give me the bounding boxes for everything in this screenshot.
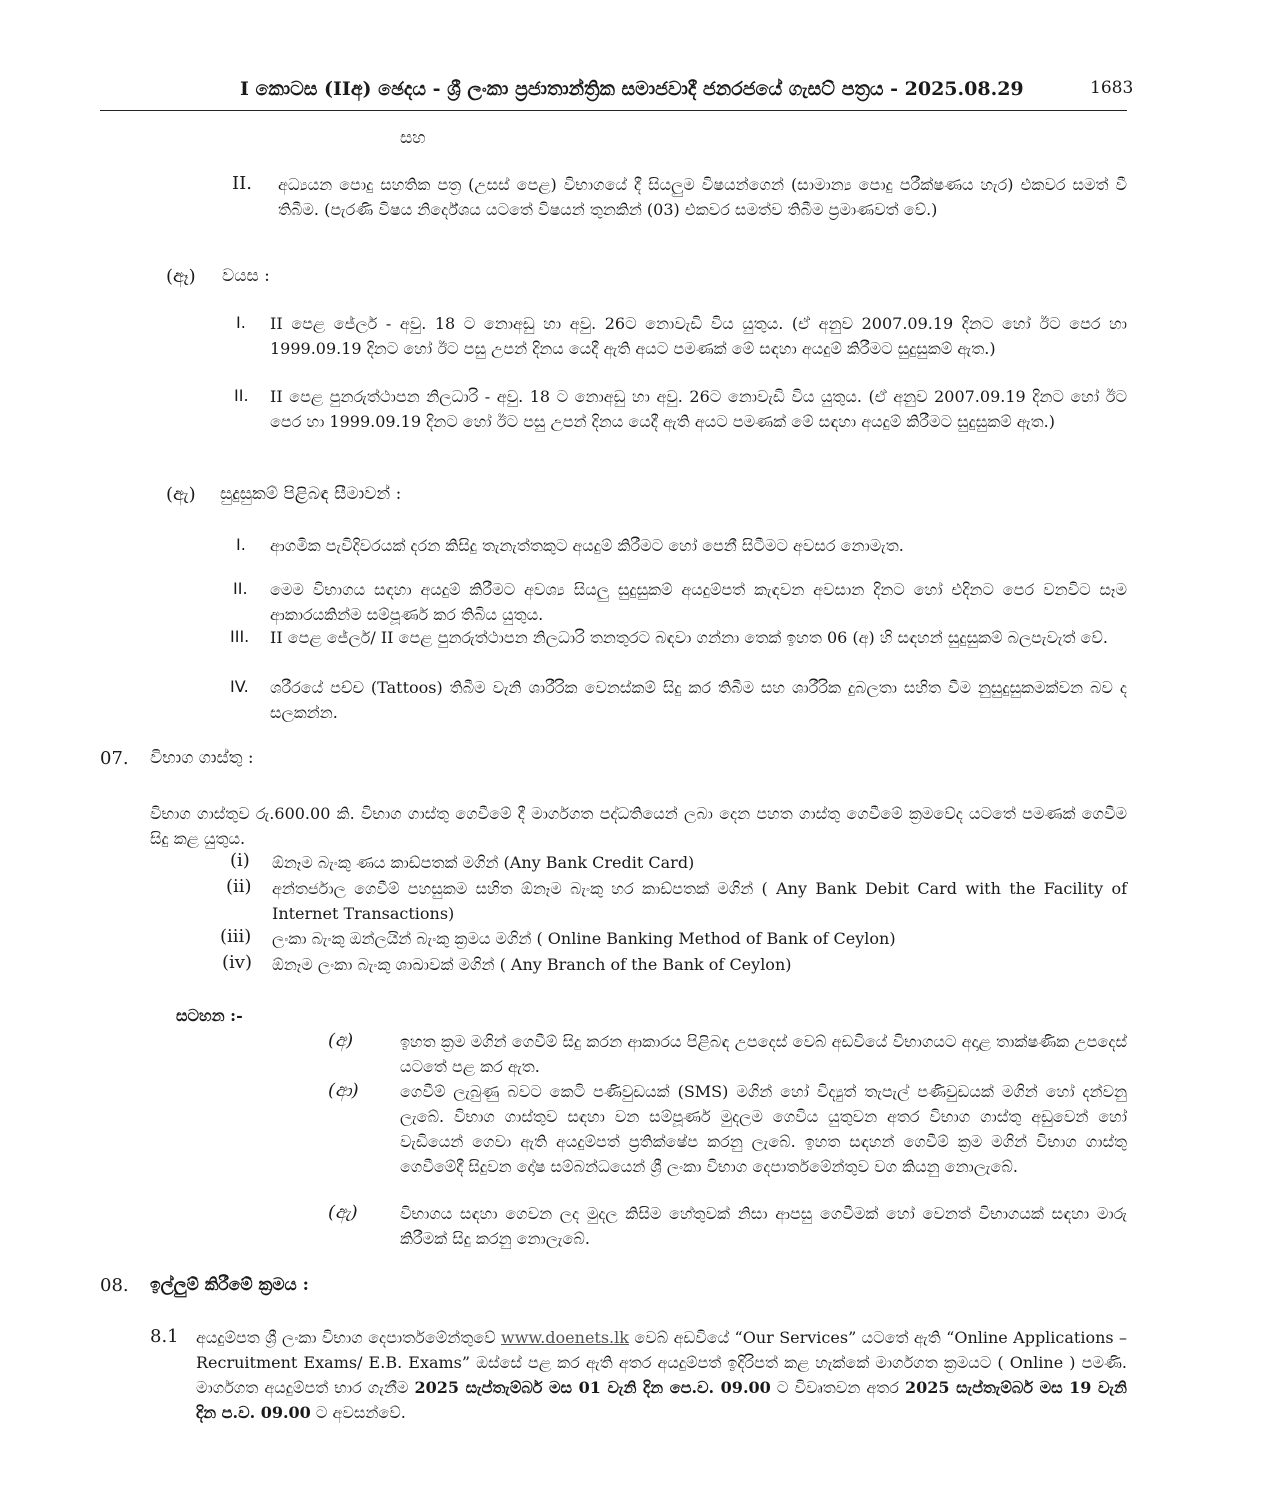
connector-text: සහ (400, 128, 426, 148)
apply-text-part: ට විවෘතවන අතර (776, 1378, 899, 1397)
open-date: 2025 සැප්තැම්බර් මස 01 වැනි දින පෙ.ව. 09.00 (414, 1378, 771, 1397)
section-number-fees: 07. (100, 748, 129, 769)
note-text: විභාගය සඳහා ගෙවන ලද මුදල කිසිම හේතුවක් නිසා ආපසු ගෙවීමක් හෝ වෙනත් විභාගයක් සඳහා මාරු කිරීමක් සිදු කරනු නොලැබේ. (400, 1204, 1127, 1248)
section-title-limits: සුදුසුකම් පිළිබඳ සීමාවන් : (220, 484, 402, 504)
qual-item-number: II. (232, 173, 252, 194)
note-number: (අ) (328, 1030, 354, 1051)
payment-method-number: (iv) (222, 952, 252, 973)
section-marker-limits: (ඇ) (166, 484, 196, 505)
limit-item-number: II. (233, 579, 248, 598)
limit-item-text: මෙම විභාගය සඳහා අයදුම් කිරීමට අවශ්‍ය සියලු සුදුසුකම් අයදුම්පත් කැඳවන අවසාන දිනට හෝ එදිනට පෙර වනවිට සෑම ආකාරයකින්ම සම්පූර්ණ කර තිබිය යුතුය. (270, 580, 1127, 624)
limit-item-number: I. (236, 535, 246, 554)
section-title-fees: විභාග ගාස්තු : (150, 748, 254, 768)
payment-method-text: ඕනෑම බැංකු ණය කාඩ්පතක් මගින් (Any Bank Credit Card) (272, 853, 695, 872)
note-text: ගෙවීම් ලැබුණු බවට කෙටි පණිවුඩයක් (SMS) මගින් හෝ විද්‍යුත් තැපැල් පණිවුඩයක් මගින් හෝ දන්වනු ලැබේ. විභාග ගාස්තුව සඳහා වන සම්පූර්ණ මුදලම ගෙවිය යුතුවන අතර විභාග ගාස්තු අඩුවෙන් හෝ වැඩියෙන් ගෙවා ඇති අයදුම්පත් ප්‍රතික්ෂේප කරනු ලැබේ. ඉහත සඳහන් ගෙවීම් ක්‍රම මගින් විභාග ගාස්තු ගෙවීමේදී සිදුවන දෝෂ සම්බන්ධයෙන් ශ්‍රී ලංකා විභාග දෙපාර්තමේන්තුව වග කියනු නොලැබේ. (400, 1082, 1127, 1176)
section-marker-age: (ඈ) (166, 266, 196, 287)
payment-method-text: ඕනෑම ලංකා බැංකු ශාඛාවක් මගින් ( Any Branch of the Bank of Ceylon) (272, 955, 792, 974)
age-item-number: I. (236, 313, 246, 332)
limit-item-text: ශරීරයේ පච්ච (Tattoos) තිබීම වැනි ශාරීරික වෙනස්කම් සිදු කර තිබීම සහ ශාරීරික දුබලතා සහිත වීම නුසුදුසුකමක්වන බව ද සලකන්න. (270, 678, 1127, 722)
limit-item-text: ආගමික පැවිදිවරයක් දරන කිසිදු තැනැත්තකුට අයදුම් කිරීමට හෝ පෙනී සිටීමට අවසර නොමැත. (270, 536, 904, 555)
qual-item-text: අධ්‍යයන පොදු සහතික පත්‍ර (උසස් පෙළ) විභාගයේ දී සියලුම විෂයන්ගෙන් (සාමාන්‍ය පොදු පරීක්ෂණය හැර) එකවර සමත් වී තිබීම. (පැරණි විෂය නිර්දේශය යටතේ විෂයන් තුනකින් (03) එකවර සමත්ව තිබීම ප්‍රමාණවත් වේ.) (278, 175, 1127, 219)
payment-method-text: අන්තර්ජාල ගෙවීම් පහසුකම සහිත ඕනෑම බැංකු හර කාඩ්පතක් මගින් ( Any Bank Debit Card with the Facility of Internet Transactions) (272, 879, 1127, 923)
note-number: (ඇ) (328, 1202, 358, 1223)
age-item-number: II. (234, 386, 249, 405)
payment-method-number: (ii) (226, 876, 252, 897)
limit-item-text: II පෙළ ජේලර්/ II පෙළ පුනරුත්ථාපන නිලධාරි තනතුරට බඳවා ගන්නා තෙක් ඉහත 06 (අ) හි සඳහන් සුදුසුකම් බලපැවැත් වේ. (270, 628, 1109, 647)
apply-text-part: වෙබ් අඩවියේ “Our Services” යටතේ ඇති “Online Applications – Recruitment Exams/ E.B. Exams” ඔස්සේ පළ කර ඇති අතර අයදුම්පත් ඉදිරිපත් කළ හැක්කේ මාර්ගගත ක්‍රමයට ( Online ) පමණි. මාර්ගගත අයදුම්පත් භාර ගැනීම (196, 1328, 1127, 1397)
apply-text-part: ට අවසන්වේ. (315, 1403, 406, 1422)
limit-item-number: IV. (230, 677, 249, 696)
payment-method-number: (i) (230, 850, 250, 871)
section-title-apply: ඉල්ලුම් කිරීමේ ක්‍රමය : (150, 1275, 309, 1295)
subsection-number: 8.1 (150, 1326, 179, 1347)
age-item-text: II පෙළ ජේලර් - අවු. 18 ට නොඅඩු හා අවු. 26ට නොවැඩි විය යුතුය. (ඒ අනුව 2007.09.19 දිනට හෝ ඊට පෙර හා 1999.09.19 දිනට හෝ ඊට පසු උපන් දිනය යෙදී ඇති අයට පමණක් මේ සඳහා අයදුම් කිරීමට සුදුසුකම් ඇත.) (270, 314, 1127, 358)
note-text: ඉහත ක්‍රම මගින් ගෙවීම් සිදු කරන ආකාරය පිළිබඳ උපදෙස් වෙබ් අඩවියේ විභාගයට අදාළ තාක්ෂණික උපදෙස් යටතේ පළ කර ඇත. (400, 1032, 1127, 1076)
age-item-text: II පෙළ පුනරුත්ථාපන නිලධාරි - අවු. 18 ට නොඅඩු හා අවු. 26ට නොවැඩි විය යුතුය. (ඒ අනුව 2007.09.19 දිනට හෝ ඊට පෙර හා 1999.09.19 දිනට හෝ ඊට පසු උපන් දිනය යෙදී ඇති අයට පමණක් මේ සඳහා අයදුම් කිරීමට සුදුසුකම් ඇත.) (270, 387, 1127, 431)
apply-text-part: අයදුම්පත ශ්‍රී ලංකා විභාග දෙපාර්තමේන්තුවේ (196, 1328, 496, 1347)
apply-paragraph (196, 1325, 1127, 1425)
close-date: 2025 සැප්තැම්බර් මස 19 වැනි දින ප.ව. 09.00 (196, 1378, 1127, 1422)
note-title: සටහන :- (176, 1006, 243, 1025)
note-number: (ආ) (328, 1080, 359, 1101)
limit-item-number: III. (230, 627, 250, 646)
payment-method-number: (iii) (220, 926, 252, 947)
doenets-link[interactable]: www.doenets.lk (501, 1328, 629, 1347)
fees-intro-text: විභාග ගාස්තුව රු.600.00 කි. විභාග ගාස්තු ගෙවීමේ දී මාර්ගගත පද්ධතියෙන් ලබා දෙන පහත ගාස්තු ගෙවීමේ ක්‍රමවේද යටතේ පමණක් ගෙවීම සිදු කළ යුතුය. (150, 804, 1127, 848)
page-header-title: I කොටස (IIඅ) ඡෙදය - ශ්‍රී ලංකා ප්‍රජාතාන්ත්‍රික සමාජවාදී ජනරජයේ ගැසට් පත්‍රය - 2025.08.29 (240, 78, 1024, 100)
header-rule (100, 110, 1127, 111)
page-number: 1683 (1090, 78, 1134, 98)
section-number-apply: 08. (100, 1275, 129, 1296)
payment-method-text: ලංකා බැංකු ඔන්ලයින් බැංකු ක්‍රමය මගින් ( Online Banking Method of Bank of Ceylon) (272, 929, 896, 948)
section-title-age: වයස : (222, 266, 270, 286)
